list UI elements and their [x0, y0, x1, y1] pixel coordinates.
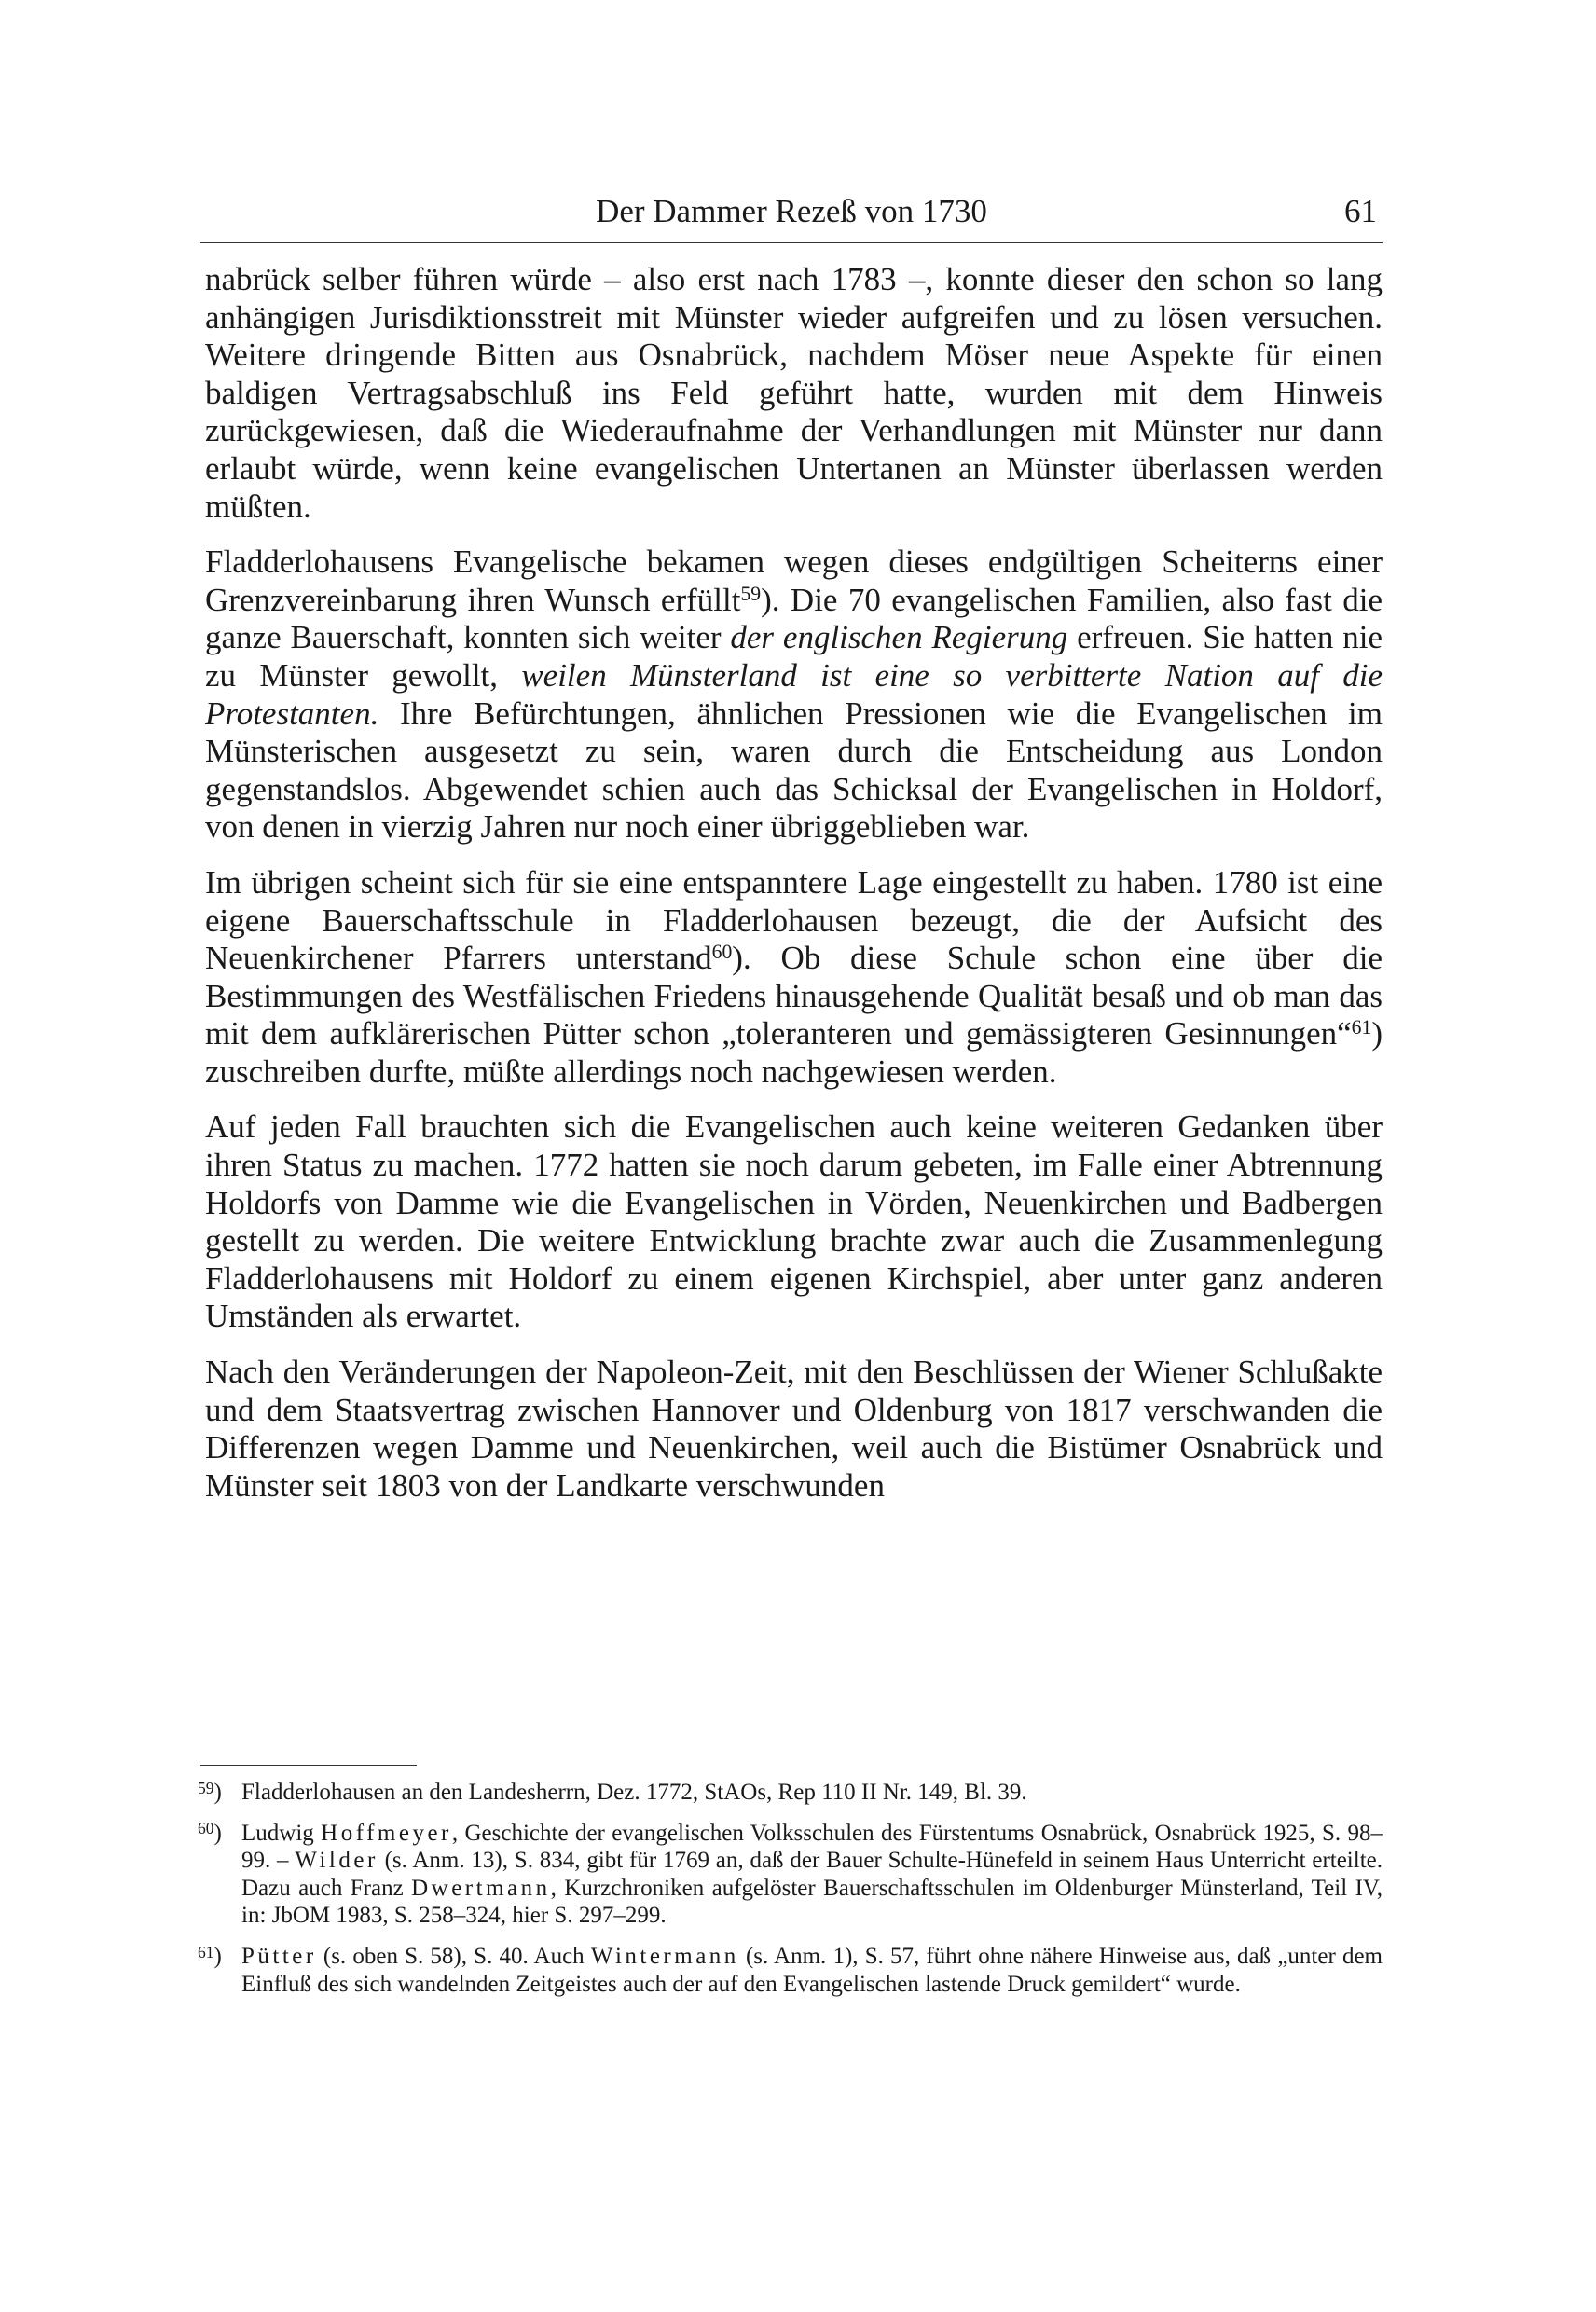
footnote-segment: (s. Anm. 1), S. 57, führt ohne nähere Hinweise aus, daß „unter dem Einfluß des sich wandelnden Zeitgeistes auch der auf den Evangelischen lastende Druck gemildert“ wurde. [241, 1943, 1383, 1997]
page-number: 61 [1344, 193, 1377, 229]
footnote-ref-61: 61 [1351, 1016, 1372, 1039]
footnote-segment: , Geschichte der evangelischen Volksschulen des Fürstentums Osnabrück, Osnabrück 1925, S. 98–99. – [241, 1820, 1383, 1874]
paragraph-5 [205, 1354, 1383, 1505]
body-text [205, 261, 1383, 1505]
footnote-paren: ) [213, 1943, 222, 1969]
footnote-marker [198, 1943, 241, 1998]
footnote-60 [198, 1820, 1383, 1930]
italic-quote: weilen Münsterland ist eine so verbitterte Nation auf die Protestanten. [205, 656, 1383, 732]
footnote-number: 60 [198, 1819, 214, 1838]
footnote-paren: ) [213, 1780, 222, 1805]
header-rule [200, 242, 1383, 243]
paragraph-text: erfreuen. Sie hatten nie zu Münster gewollt, [205, 619, 1383, 694]
paragraph-text: Auf jeden Fall brauchten sich die Evangelischen auch keine weiteren Gedanken über ihren Status zu machen. 1772 hatten sie noch darum gebeten, im Falle einer Abtrennung Holdorfs von Damme wie die Evangelischen in Vörden, Neuenkirchen und Badbergen gestellt zu werden. Die weitere Entwicklung brachte zwar auch die Zusammenlegung Fladderlohausens mit Holdorf zu einem eigenen Kirchspiel, aber unter ganz anderen Umständen als erwartet. [205, 1108, 1383, 1335]
footnote-text [241, 1943, 1383, 1998]
footnote-text [241, 1779, 1383, 1807]
footnotes [198, 1779, 1383, 2011]
paragraph-text: Fladderlohausens Evangelische bekamen wegen dieses endgültigen Scheiterns einer Grenzvereinbarung ihren Wunsch erfüllt [205, 544, 1383, 618]
paragraph-2 [205, 544, 1383, 846]
paragraph-text: ). Ob diese Schule schon eine über die Bestimmungen des Westfälischen Friedens hinausgehende Qualität besaß und ob man das mit dem aufklärerischen Pütter schon „toleranteren und gemässigteren Gesinnungen“ [205, 940, 1383, 1053]
author-name: Hoffmeyer [321, 1820, 452, 1846]
footnote-segment: (s. oben S. 58), S. 40. Auch [316, 1943, 591, 1969]
paragraph-1 [205, 261, 1383, 526]
running-title: Der Dammer Rezeß von 1730 [596, 193, 987, 229]
footnote-segment: Ludwig [241, 1820, 322, 1846]
paragraph-text: Im übrigen scheint sich für sie eine entspanntere Lage eingestellt zu haben. 1780 ist eine eigene Bauerschaftsschule in Fladderlohausen bezeugt, die der Aufsicht des Neuenkirchener Pfarrers unterstand [205, 863, 1383, 977]
footnote-marker [198, 1820, 241, 1930]
footnote-59 [198, 1779, 1383, 1807]
footnote-segment: (s. Anm. 13), S. 834, gibt für 1769 an, daß der Bauer Schulte-Hünefeld in seinem Haus Unterricht erteilte. Dazu auch Franz [241, 1848, 1383, 1901]
author-name: Wilder [295, 1848, 378, 1874]
author-name: Pütter [241, 1943, 317, 1969]
paragraph-text: Ihre Befürchtungen, ähnlichen Pressionen wie die Evangelischen im Münsterischen ausgesetzt zu sein, waren durch die Entscheidung aus London gegenstandslos. Abgewendet schien auch das Schicksal der Evangelischen in Holdorf, von denen in vierzig Jahren nur noch einer übriggeblieben war. [205, 695, 1383, 846]
author-name: Dwertmann [411, 1875, 551, 1901]
author-name: Wintermann [590, 1943, 739, 1969]
footnote-paren: ) [213, 1820, 222, 1846]
footnote-segment: Fladderlohausen an den Landesherrn, Dez. 1772, StAOs, Rep 110 II Nr. 149, Bl. 39. [241, 1780, 1027, 1805]
paragraph-text: nabrück selber führen würde – also erst nach 1783 –, konnte dieser den schon so lang anhängigen Jurisdiktionsstreit mit Münster wieder aufgreifen und zu lösen versuchen. Weitere dringende Bitten aus Osnabrück, nachdem Möser neue Aspekte für einen baldigen Vertragsabschluß ins Feld geführt hatte, wurden mit dem Hinweis zurückgewiesen, daß die Wiederaufnahme der Verhandlungen mit Münster nur dann erlaubt würde, wenn keine evangelischen Untertanen an Münster überlassen werden müßten. [205, 261, 1383, 525]
footnote-rule [200, 1765, 417, 1766]
footnote-marker [198, 1779, 241, 1807]
footnote-ref-60: 60 [711, 941, 733, 964]
footnote-61 [198, 1943, 1383, 1998]
running-header [200, 191, 1383, 232]
paragraph-3 [205, 864, 1383, 1092]
footnote-number: 61 [198, 1942, 214, 1961]
footnote-text [241, 1820, 1383, 1930]
paragraph-4 [205, 1108, 1383, 1336]
footnote-ref-59: 59 [740, 582, 762, 605]
footnote-segment: , Kurzchroniken aufgelöster Bauerschaftsschulen im Oldenburger Münsterland, Teil IV, in: JbOM 1983, S. 258–324, hier S. 297–299. [241, 1875, 1383, 1929]
italic-quote: der englischen Regierung [730, 619, 1068, 656]
paragraph-text: ). Die 70 evangelischen Familien, also fast die ganze Bauerschaft, konnten sich weiter [205, 581, 1383, 656]
paragraph-text: ) zuschreiben durfte, müßte allerdings noch nachgewiesen werden. [205, 1015, 1383, 1090]
footnote-number: 59 [198, 1778, 214, 1797]
paragraph-text: Nach den Veränderungen der Napoleon-Zeit, mit den Beschlüssen der Wiener Schlußakte und dem Staatsvertrag zwischen Hannover und Oldenburg von 1817 verschwanden die Differenzen wegen Damme und Neuenkirchen, weil auch die Bistümer Osnabrück und Münster seit 1803 von der Landkarte verschwunden [205, 1354, 1383, 1504]
